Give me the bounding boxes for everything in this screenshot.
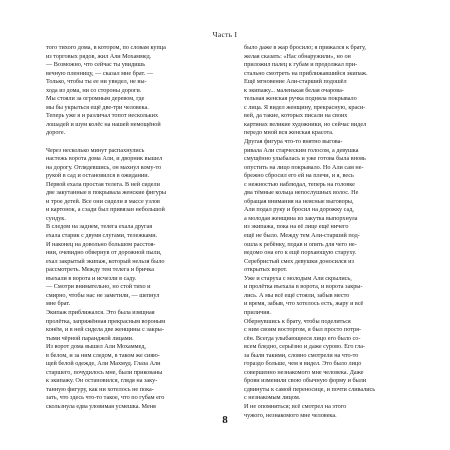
text-line: с незнакомым лицом. <box>244 394 301 402</box>
text-line: Другая фигура что-то внятно выгова- <box>244 138 343 146</box>
text-line: тыми чёрной паранджой лицами. <box>46 334 134 342</box>
text-line: сдвинуты к самой переносице, и почти сливались <box>244 385 376 393</box>
text-line: Серебристый смех девушки доносился из <box>244 257 354 265</box>
text-line: передо мной вся женская красота. <box>244 129 334 137</box>
text-line: из экипажа, пока на её лице ещё ничего <box>244 223 349 231</box>
text-line: два тёмные кольца непослушных волос. Не <box>244 189 359 197</box>
text-line: щей белой одежде, Али Махмуд. Глаза Али <box>46 360 161 368</box>
text-line: Уже и старуха с молодым Али скрылись, <box>244 274 352 282</box>
text-line: брежно сбросил его ей на плечи, и я, весь <box>244 172 354 180</box>
text-line: мы бы укрыться ещё две-три человека. <box>46 103 149 111</box>
page-number: 8 <box>222 414 228 426</box>
text-line: въехали в ворота и исчезли в саду. <box>46 274 137 282</box>
text-line: всем бледно, серьёзно и даже сурово. Его гла- <box>244 343 366 351</box>
text-line: стально смотреть на приближавшийся экипаж. <box>244 69 368 77</box>
text-line: Обернувшись к брату, чтобы поделиться <box>244 317 351 325</box>
text-line: желая сказать: «Нас обнаружили», но он <box>244 52 351 60</box>
text-line: на дорогу. Оглядевшись, он махнул кому-то <box>46 163 162 171</box>
text-line: с лица. Я видел женщину, прекрасную, краси- <box>244 103 366 111</box>
text-line: сундук. <box>46 214 66 222</box>
text-line: совершенно незнакомого мне человека. Даже <box>244 368 364 376</box>
text-line: рассмотреть. Между тем телега и бричка <box>46 266 154 274</box>
text-line: зать, что здесь что-то такое, что по губам его <box>46 394 165 402</box>
text-line: две закутанные в покрывала женские фигуры <box>46 189 167 197</box>
text-line: дороге. <box>46 129 66 137</box>
text-line: Первой ехала простая телега. В ней сидели <box>46 180 160 188</box>
text-line: и картонок, а сзади был привязан небольшой <box>46 206 165 214</box>
text-line: — Смотри внимательно, но стой тихо и <box>46 283 151 291</box>
text-line: конём, и в ней сидела две женщины с закры- <box>46 326 164 334</box>
text-line: И наконец на довольно большом расстоя- <box>46 240 156 248</box>
text-line: смирно, чтобы нас не заметили, — шепнул <box>46 291 160 299</box>
text-line: опустить на лицо покрывало. Но Али сам не- <box>244 163 364 171</box>
text-line: из торговых рядов, жил Али Мохаммед. <box>46 52 152 60</box>
text-line: тельная женская ручка подняла покрывало <box>244 95 357 103</box>
text-line: настежь ворота дома Али, и дворник вышел <box>46 155 163 163</box>
text-line: за были такими, словно смотрели на что-то <box>244 351 359 359</box>
text-line: с нежностью наблюдал, теперь на головке <box>244 180 355 188</box>
text-line: к экипажу. Он остановился, глядя на заку- <box>46 377 158 385</box>
text-line: сён. Всегда улыбающееся лицо его было со- <box>244 334 361 342</box>
text-line: Теперь уже я и различал топот нескольких <box>46 112 159 120</box>
text-line: скользнула едва уловимая усмешка. Меня <box>46 402 156 410</box>
text-line: старшего, почудилось мне, были прикованы <box>46 368 163 376</box>
text-line: пролётка, запряжённая прекрасным вороным <box>46 317 166 325</box>
text-line: с ним своим восторгом, я был просто потря- <box>244 326 362 334</box>
text-line: Экипаж приближался. Это была изящная <box>46 308 155 316</box>
text-line: брови изменили свою обычную форму и были <box>244 377 367 385</box>
text-line: лошадей и шум колёс на нашей немощёной <box>46 120 161 128</box>
left-text-column <box>46 44 224 412</box>
text-line: ошла к ребёнку, подав и опять для чего не- <box>244 240 357 248</box>
text-line: приличия. <box>244 308 271 316</box>
text-line: В следом на заднем, телега ехала другая <box>46 223 153 231</box>
text-line: гораздо больше, чем я видел. Это было лицо <box>244 360 362 368</box>
text-line: ведомо она его к ещё порхающую старуху. <box>244 249 357 257</box>
text-line: Из ворот дома вышел Али Мохаммед, <box>46 343 146 351</box>
text-line: в белом, и за ним следом, в таком же сияю- <box>46 351 160 359</box>
text-line: Только, чтобы ты ее ни увидел, не вы- <box>46 78 147 86</box>
text-line: Мы стояли за огромным деревом, где <box>46 95 145 103</box>
text-line: И не опомниться; всё смотрел на этого <box>244 402 347 410</box>
text-line: открытых ворот. <box>244 266 288 274</box>
text-line: того тихого дома, в котором, по словам купца <box>46 44 166 51</box>
text-line: Али подал руку и бросил на дорожку сад, <box>244 206 354 214</box>
text-line: хода из дома, ни со стороны дороги. <box>46 86 142 94</box>
text-line: обращая внимания на неясные выговоры, <box>244 197 354 205</box>
text-line <box>46 138 224 147</box>
text-line: картинах великие художники, но сейчас видел <box>244 120 367 128</box>
text-line: вей, да такие, которых писали на своих <box>244 112 348 120</box>
text-line: танную фигуру, как ни хотелось не пока- <box>46 385 154 393</box>
text-line: к экипажу... маленькая белая очарова- <box>244 86 344 94</box>
running-header: Часть I <box>212 30 238 39</box>
text-line: смущённо улыбалась и уже готова была вновь <box>244 155 366 163</box>
text-line: Ещё мгновение Али-старший подошёл <box>244 78 347 86</box>
text-line: ещё не было. Между тем Али-старший под- <box>244 232 360 240</box>
text-line: и трое детей. Все они сидели в массе узлов <box>46 197 160 205</box>
text-line: — Возможно, что сейчас ты увидишь <box>46 61 146 69</box>
text-line: а молодая женщина из закутка выпорхнула <box>244 214 358 222</box>
text-line: и пролётка въехала в ворота, и ворота закры- <box>244 283 363 291</box>
text-line: нии, очевидно обвернув от дорожной пыли, <box>46 249 162 257</box>
text-line: чужого, незнакомого мне человека. <box>244 411 337 419</box>
text-line: лись. А мы всё ещё стояли, забыв место <box>244 291 350 299</box>
text-line: рукой в сад и остановился в ожидании. <box>46 172 150 180</box>
text-line: и время, забыв, что хотелось есть, жару и всё <box>244 300 364 308</box>
text-line: Через несколько минут распахнулись <box>46 146 145 154</box>
text-line: мне брат. <box>46 300 71 308</box>
text-line: ехала старик с двумя слугами, тележками. <box>46 232 158 240</box>
text-line: вечную пленницу, — сказал мне брат. — <box>46 69 154 77</box>
text-line: было даже в жар бросило; я прижался к брату, <box>244 44 366 51</box>
text-line: ривала Али старческим голосом, а девушка <box>244 146 359 154</box>
right-text-column <box>244 44 422 420</box>
text-line: приложил палец к губам и продолжал при- <box>244 61 358 69</box>
text-line: ехал закрытый экипаж, который нельзя было <box>46 257 165 265</box>
